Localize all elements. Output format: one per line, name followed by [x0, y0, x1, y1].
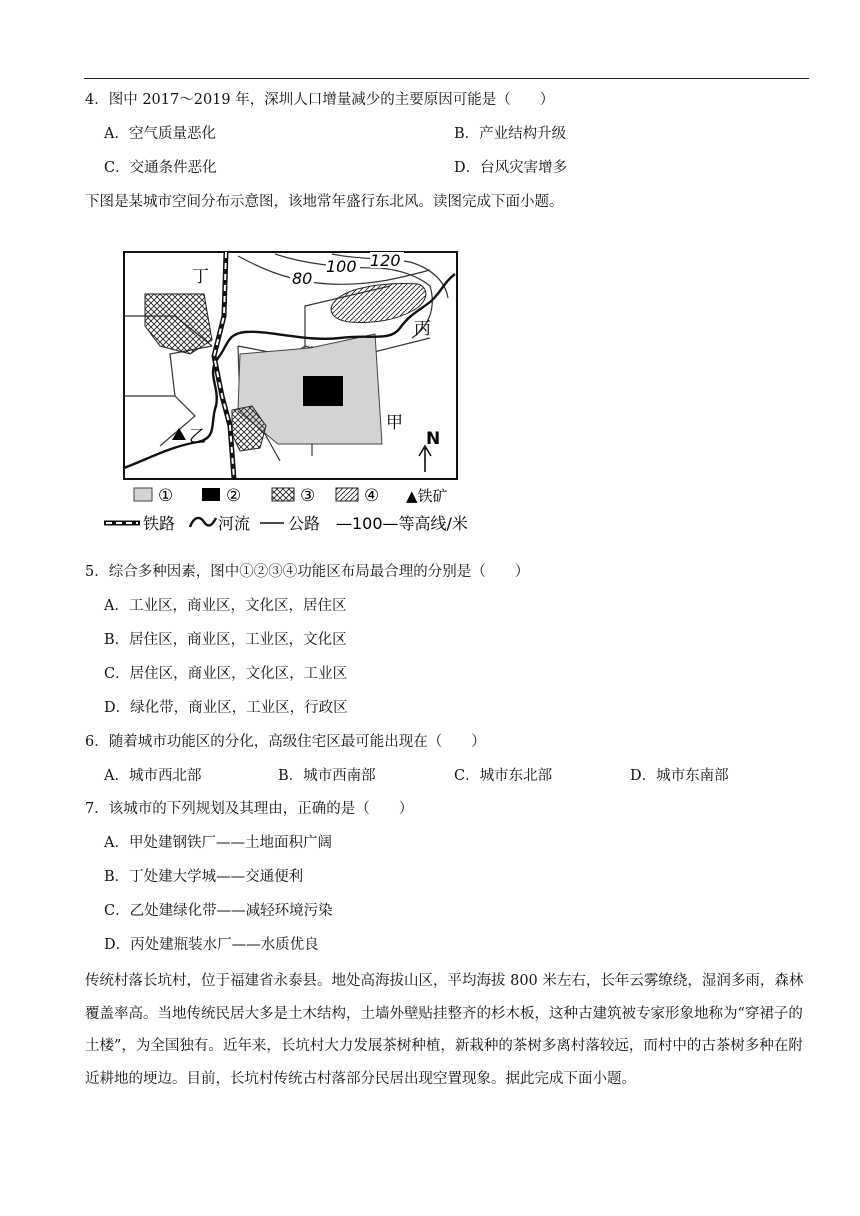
q4-stem: 4．图中 2017～2019 年，深圳人口增量减少的主要原因可能是（ ） — [85, 92, 555, 108]
legend-label-3: ③ — [300, 486, 316, 506]
legend-label-4: ④ — [364, 486, 380, 506]
city-map — [100, 246, 520, 536]
q6-option-a: A．城市西北部 — [104, 768, 202, 784]
q4-option-c: C．交通条件恶化 — [104, 160, 217, 176]
q7-option-a: A．甲处建钢铁厂——土地面积广阔 — [104, 835, 332, 851]
contour-label-120: 120 — [370, 251, 401, 270]
legend-road: 公路 — [288, 514, 321, 533]
passage-changkeng-village: 传统村落长坑村，位于福建省永泰县。地处高海拔山区，平均海拔 800 米左右，长年云雾缭绕，湿润多雨，森林覆盖率高。当地传统民居大多是土木结构，土墙外壁贴挂整齐的杉木板，这种古建筑被专家形象地称为“穿裙子的土楼”，为全国独有。近年来，长坑村大力发展茶树种植，新栽种的茶树多离村落较远，而村中的古茶树多种在附近耕地的埂边。目前，长坑村传统古村落部分民居出现空置现象。据此完成下面小题。 — [85, 973, 804, 1087]
q5-option-c: C．居住区，商业区，文化区，工业区 — [104, 666, 348, 682]
header-rule — [84, 78, 809, 79]
legend-swatch-1 — [134, 488, 152, 501]
legend-contour: —100—等高线/米 — [336, 514, 468, 533]
q5-option-d: D．绿化带，商业区，工业区，行政区 — [104, 700, 348, 716]
legend-river: 河流 — [218, 514, 251, 533]
zone-2-area — [303, 376, 343, 406]
q5-option-b: B．居住区，商业区，工业区，文化区 — [104, 632, 347, 648]
legend-iron: ▲铁矿 — [406, 487, 448, 505]
contour-label-80: 80 — [292, 269, 313, 288]
label-jia: 甲 — [386, 413, 403, 433]
q5-option-a: A．工业区，商业区，文化区，居住区 — [104, 598, 347, 614]
label-bing: 丙 — [414, 319, 431, 339]
city-map-figure — [100, 246, 520, 536]
map-intro: 下图是某城市空间分布示意图，该地常年盛行东北风。读图完成下面小题。 — [85, 194, 564, 210]
label-yi: 乙 — [189, 427, 206, 447]
q6-stem: 6．随着城市功能区的分化，高级住宅区最可能出现在（ ） — [85, 734, 486, 750]
legend-swatch-4 — [336, 488, 358, 501]
legend-label-1: ① — [158, 486, 174, 506]
label-ding: 丁 — [192, 267, 209, 287]
q4-option-a: A．空气质量恶化 — [104, 126, 216, 142]
q7-option-b: B．丁处建大学城——交通便利 — [104, 869, 304, 885]
q4-option-b: B．产业结构升级 — [454, 126, 567, 142]
legend-label-2: ② — [226, 486, 242, 506]
q7-option-d: D．丙处建瓶装水厂——水质优良 — [104, 937, 319, 953]
q7-option-c: C．乙处建绿化带——减轻环境污染 — [104, 903, 333, 919]
north-label: N — [426, 429, 441, 449]
q6-option-c: C．城市东北部 — [454, 768, 553, 784]
contour-label-100: 100 — [326, 257, 357, 276]
q5-stem: 5．综合多种因素，图中①②③④功能区布局最合理的分别是（ ） — [85, 564, 530, 580]
q6-option-d: D．城市东南部 — [630, 768, 729, 784]
q4-option-d: D．台风灾害增多 — [454, 160, 568, 176]
legend-railway: 铁路 — [143, 514, 176, 533]
legend-swatch-2 — [202, 488, 220, 501]
legend-swatch-3 — [272, 488, 294, 501]
legend-river-symbol — [190, 518, 216, 527]
q6-option-b: B．城市西南部 — [278, 768, 376, 784]
q7-stem: 7．该城市的下列规划及其理由，正确的是（ ） — [85, 801, 414, 817]
